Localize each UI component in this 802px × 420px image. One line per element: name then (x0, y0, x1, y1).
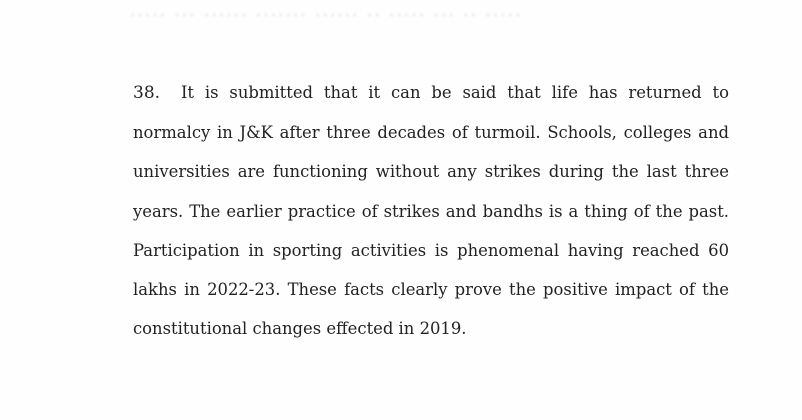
paragraph-text: It is submitted that it can be said that life has returned to normalcy in J&K after three decades of turmoil. Schools, colleges and universities are functioning without any strikes during the last three years. The earlier practice of strikes and bandhs is a thing of the past. Participation in sporting activities is phenomenal having reached 60 lakhs in 2022-23. These facts clearly prove the positive impact of the constitutional changes effected in 2019. (133, 83, 729, 339)
paragraph-number: 38. (133, 83, 161, 103)
paragraph-38 (133, 73, 729, 348)
cut-off-previous-text: ..... ... ...... ....... ...... .. ..... ... .. ..... (130, 2, 523, 20)
